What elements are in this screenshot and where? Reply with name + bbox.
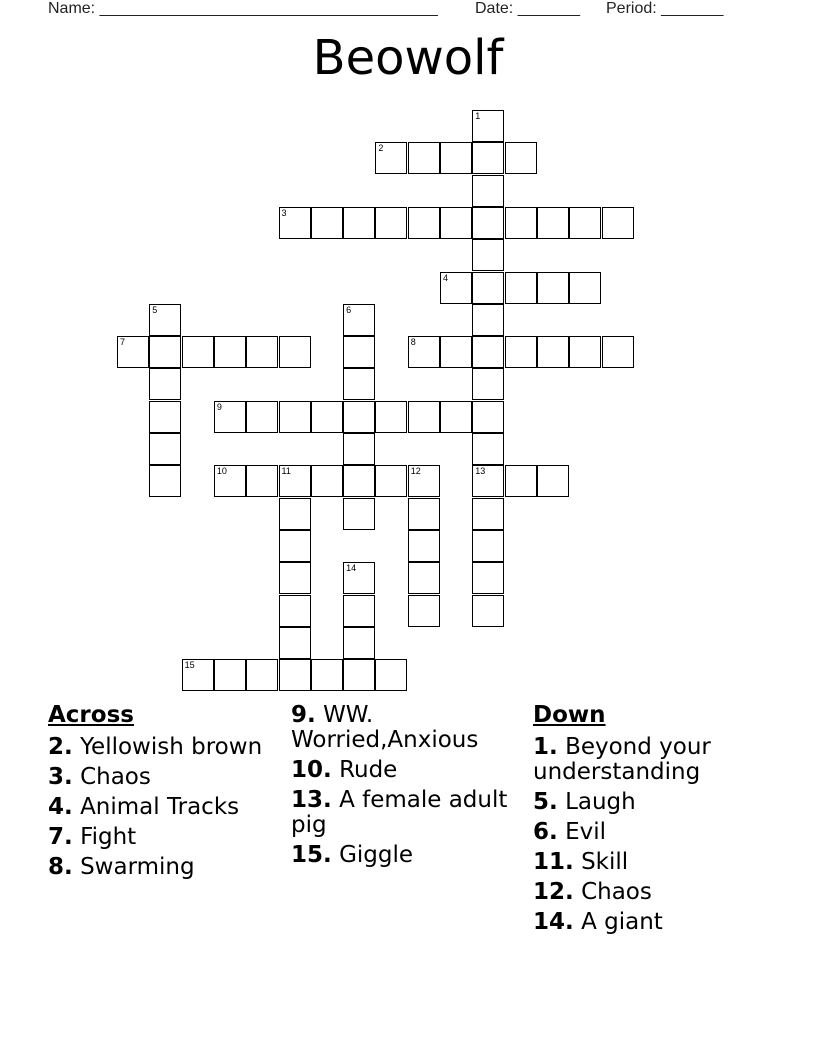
clue-down-11: 11. Skill bbox=[533, 849, 629, 875]
clue-across-9: 9. WW. Worried,Anxious bbox=[291, 702, 479, 753]
crossword-cell[interactable] bbox=[343, 336, 375, 368]
clue-across-15: 15. Giggle bbox=[291, 842, 414, 868]
clue-number: 7 bbox=[120, 337, 126, 348]
crossword-cell[interactable] bbox=[602, 336, 634, 368]
clue-number: 10 bbox=[216, 466, 227, 477]
crossword-cell[interactable] bbox=[472, 562, 504, 594]
page-title: Beowolf bbox=[312, 30, 504, 86]
crossword-cell[interactable] bbox=[408, 207, 440, 239]
crossword-cell[interactable] bbox=[408, 498, 440, 530]
crossword-cell[interactable] bbox=[279, 498, 311, 530]
crossword-cell[interactable] bbox=[537, 207, 569, 239]
clue-number: 14 bbox=[346, 563, 357, 574]
crossword-cell[interactable] bbox=[440, 142, 472, 174]
crossword-cell[interactable] bbox=[279, 401, 311, 433]
crossword-cell[interactable] bbox=[472, 207, 504, 239]
clue-number: 4 bbox=[443, 272, 449, 283]
crossword-cell[interactable] bbox=[343, 433, 375, 465]
crossword-cell[interactable] bbox=[472, 336, 504, 368]
crossword-cell[interactable] bbox=[375, 659, 407, 691]
crossword-cell[interactable] bbox=[472, 239, 504, 271]
crossword-cell[interactable] bbox=[472, 368, 504, 400]
crossword-cell[interactable] bbox=[408, 401, 440, 433]
clue-number: 12 bbox=[410, 466, 421, 477]
clue-number: 1 bbox=[475, 111, 481, 121]
clue-number: 13 bbox=[475, 466, 486, 477]
crossword-cell[interactable] bbox=[311, 207, 343, 239]
crossword-cell[interactable] bbox=[343, 368, 375, 400]
clue-across-4: 4. Animal Tracks bbox=[48, 794, 240, 820]
crossword-cell[interactable] bbox=[505, 207, 537, 239]
crossword-cell[interactable] bbox=[472, 401, 504, 433]
period-field[interactable]: Period: _______ bbox=[606, 0, 724, 17]
crossword-cell[interactable] bbox=[408, 562, 440, 594]
clue-down-12: 12. Chaos bbox=[533, 879, 652, 905]
crossword-cell[interactable] bbox=[472, 175, 504, 207]
crossword-cell[interactable] bbox=[569, 207, 601, 239]
crossword-cell[interactable] bbox=[343, 401, 375, 433]
crossword-cell[interactable] bbox=[214, 465, 246, 497]
crossword-cell[interactable] bbox=[375, 142, 407, 174]
crossword-cell[interactable] bbox=[440, 207, 472, 239]
crossword-cell[interactable] bbox=[149, 336, 181, 368]
crossword-cell[interactable] bbox=[279, 659, 311, 691]
clue-number: 3 bbox=[281, 207, 287, 218]
across-heading: Across bbox=[48, 702, 134, 728]
crossword-cell[interactable] bbox=[537, 465, 569, 497]
crossword-cell[interactable] bbox=[149, 368, 181, 400]
crossword-cell[interactable] bbox=[214, 336, 246, 368]
crossword-cell[interactable] bbox=[472, 465, 504, 497]
crossword-cell[interactable] bbox=[343, 207, 375, 239]
clue-number: 6 bbox=[346, 304, 352, 315]
clue-number: 11 bbox=[281, 466, 291, 477]
crossword-cell[interactable] bbox=[343, 659, 375, 691]
crossword-cell[interactable] bbox=[246, 401, 278, 433]
crossword-cell[interactable] bbox=[505, 272, 537, 304]
crossword-cell[interactable] bbox=[472, 433, 504, 465]
across-clues-continued bbox=[291, 703, 521, 873]
crossword-cell[interactable] bbox=[246, 465, 278, 497]
crossword-cell[interactable] bbox=[246, 659, 278, 691]
crossword-cell[interactable] bbox=[279, 465, 311, 497]
crossword-cell[interactable] bbox=[569, 336, 601, 368]
crossword-cell[interactable] bbox=[149, 433, 181, 465]
clue-number: 5 bbox=[152, 304, 158, 315]
crossword-cell[interactable] bbox=[117, 336, 149, 368]
clue-across-8: 8. Swarming bbox=[48, 854, 195, 880]
clue-number: 2 bbox=[378, 143, 384, 154]
crossword-cell[interactable] bbox=[537, 272, 569, 304]
date-field[interactable]: Date: _______ bbox=[475, 0, 580, 17]
crossword-cell[interactable] bbox=[149, 401, 181, 433]
crossword-cell[interactable] bbox=[214, 401, 246, 433]
clue-across-3: 3. Chaos bbox=[48, 764, 151, 790]
crossword-cell[interactable] bbox=[537, 336, 569, 368]
crossword-cell[interactable] bbox=[343, 498, 375, 530]
crossword-cell[interactable] bbox=[472, 142, 504, 174]
crossword-cell[interactable] bbox=[375, 465, 407, 497]
clue-down-1: 1. Beyond your understanding bbox=[533, 734, 711, 785]
crossword-cell[interactable] bbox=[440, 272, 472, 304]
crossword-cell[interactable] bbox=[279, 562, 311, 594]
crossword-cell[interactable] bbox=[472, 110, 504, 142]
crossword-cell[interactable] bbox=[472, 530, 504, 562]
across-clues-column bbox=[48, 703, 278, 885]
crossword-cell[interactable] bbox=[505, 336, 537, 368]
crossword-cell[interactable] bbox=[279, 530, 311, 562]
clue-across-7: 7. Fight bbox=[48, 824, 137, 850]
crossword-cell[interactable] bbox=[472, 304, 504, 336]
crossword-cell[interactable] bbox=[343, 627, 375, 659]
crossword-cell[interactable] bbox=[311, 401, 343, 433]
down-clues-column bbox=[533, 703, 773, 940]
clue-across-13: 13. A female adult pig bbox=[291, 787, 508, 838]
crossword-cell[interactable] bbox=[279, 595, 311, 627]
crossword-cell[interactable] bbox=[149, 465, 181, 497]
clue-down-5: 5. Laugh bbox=[533, 789, 636, 815]
crossword-cell[interactable] bbox=[602, 207, 634, 239]
crossword-cell[interactable] bbox=[311, 465, 343, 497]
crossword-cell[interactable] bbox=[505, 142, 537, 174]
crossword-cell[interactable] bbox=[440, 401, 472, 433]
name-field[interactable]: Name: ______________________________________ bbox=[48, 0, 438, 17]
crossword-cell[interactable] bbox=[408, 530, 440, 562]
crossword-cell[interactable] bbox=[472, 595, 504, 627]
crossword-cell[interactable] bbox=[343, 595, 375, 627]
crossword-cell[interactable] bbox=[214, 659, 246, 691]
crossword-cell[interactable] bbox=[408, 142, 440, 174]
crossword-cell[interactable] bbox=[311, 659, 343, 691]
crossword-cell[interactable] bbox=[343, 304, 375, 336]
clue-down-6: 6. Evil bbox=[533, 819, 606, 845]
crossword-cell[interactable] bbox=[440, 336, 472, 368]
clue-number: 8 bbox=[410, 337, 416, 348]
crossword-cell[interactable] bbox=[343, 465, 375, 497]
crossword-cell[interactable] bbox=[279, 627, 311, 659]
down-heading: Down bbox=[533, 702, 606, 728]
crossword-cell[interactable] bbox=[375, 401, 407, 433]
crossword-cell[interactable] bbox=[569, 272, 601, 304]
clue-across-10: 10. Rude bbox=[291, 757, 398, 783]
crossword-cell[interactable] bbox=[408, 336, 440, 368]
clue-across-2: 2. Yellowish brown bbox=[48, 734, 263, 760]
crossword-cell[interactable] bbox=[279, 207, 311, 239]
crossword-cell[interactable] bbox=[149, 304, 181, 336]
crossword-cell[interactable] bbox=[408, 595, 440, 627]
crossword-cell[interactable] bbox=[279, 336, 311, 368]
crossword-cell[interactable] bbox=[246, 336, 278, 368]
crossword-cell[interactable] bbox=[408, 465, 440, 497]
crossword-cell[interactable] bbox=[182, 659, 214, 691]
crossword-cell[interactable] bbox=[182, 336, 214, 368]
crossword-cell[interactable] bbox=[343, 562, 375, 594]
crossword-cell[interactable] bbox=[472, 272, 504, 304]
clue-down-14: 14. A giant bbox=[533, 909, 663, 935]
crossword-cell[interactable] bbox=[375, 207, 407, 239]
clue-number: 9 bbox=[216, 401, 222, 412]
clue-number: 15 bbox=[184, 660, 195, 671]
crossword-cell[interactable] bbox=[472, 498, 504, 530]
crossword-cell[interactable] bbox=[505, 465, 537, 497]
